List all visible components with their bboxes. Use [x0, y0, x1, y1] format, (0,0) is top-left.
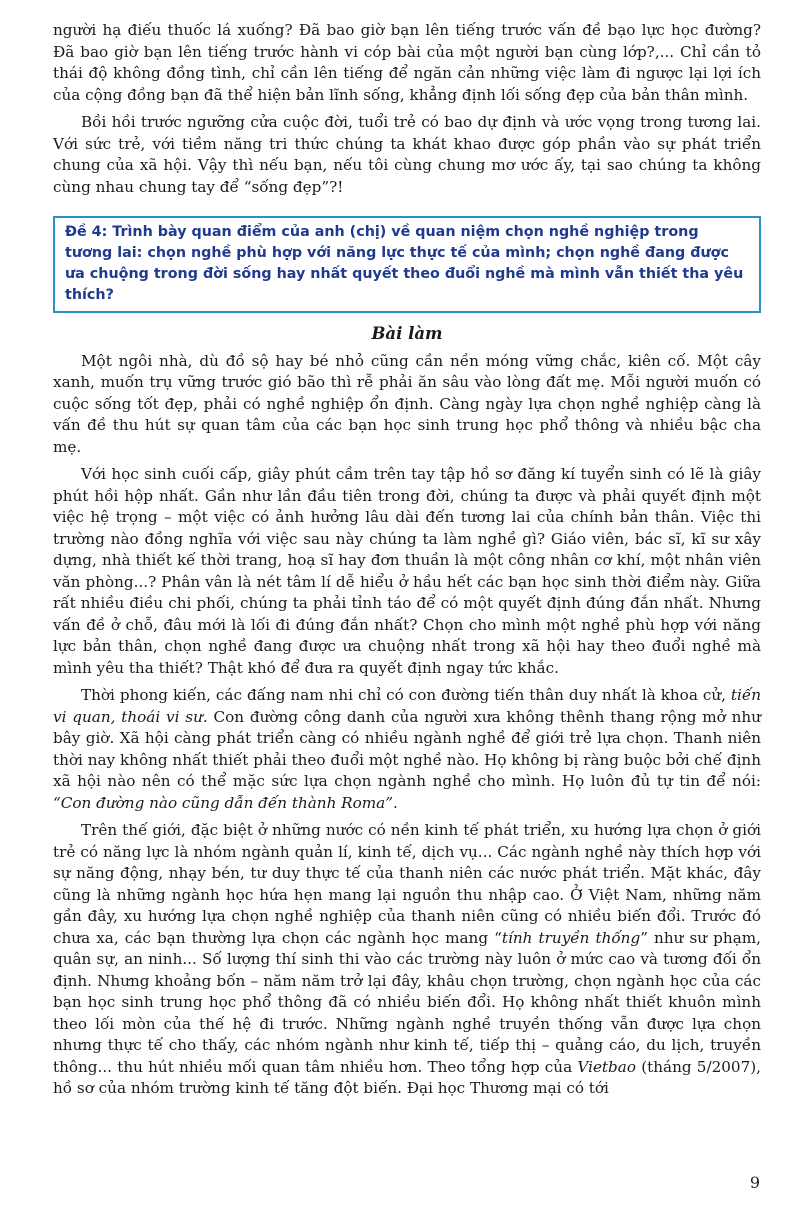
italic-phrase: tiến vi quan, thoái vi sư. — [53, 686, 761, 726]
text-run: ” như sư phạm, quân sự, an ninh... Số lượng thí sinh thi vào các trường này luôn ở mức cao và tương đối ổn định. Nhưng khoảng bốn – năm năm trở lại đây, khâu chọn trường, chọn ngành học của các bạn học sinh trung học phổ thông đã có nhiều biến đổi. Họ không nhất thiết khuôn mình theo lối mòn của thế hệ đi trước. Những ngành nghề truyền thống vẫn được lựa chọn nhưng thực tế cho thấy, các nhóm ngành như kinh tế, tiếp thị – quảng cáo, du lịch, truyền thông... thu hút nhiều mối quan tâm nhiều hơn. Theo tổng hợp của — [53, 928, 761, 1076]
text-run: Trên thế giới, đặc biệt ở những nước có nền kinh tế phát triển, xu hướng lựa chọn ở giới trẻ có năng lực là nhóm ngành quản lí, kinh tế, dịch vụ... Các ngành nghề này thích hợp với sự năng động, nhạy bén, tư duy thực tế của thanh niên các nước phát triển. Mặt khác, đây cũng là những ngành học hứa hẹn mang lại nguồn thu nhập cao. Ở Việt Nam, những năm gần đây, xu hướng lựa chọn nghề nghiệp của thanh niên cũng có nhiều biến đổi. Trước đó chưa xa, các bạn thường lựa chọn các ngành học mang “ — [53, 821, 761, 947]
paragraph — [53, 685, 761, 814]
italic-quote: “Con đường nào cũng dẫn đến thành Roma” — [53, 793, 393, 812]
italic-source: Vietbao — [577, 1057, 636, 1076]
paragraph — [53, 820, 761, 1100]
text-run: Thời phong kiến, các đấng nam nhi chỉ có con đường tiến thân duy nhất là khoa cử, — [81, 686, 731, 704]
paragraph-continued: người hạ điếu thuốc lá xuống? Đã bao giờ bạn lên tiếng trước vấn đề bạo lực học đường? Đã bao giờ bạn lên tiếng trước hành vi cóp bài của một người bạn cùng lớp?,... Chỉ cần tỏ thái độ không đồng tình, chỉ cần lên tiếng để ngăn cản những việc làm đi ngược lại lợi ích của cộng đồng bạn đã thể hiện bản lĩnh sống, khẳng định lối sống đẹp của bản thân mình. — [53, 21, 761, 104]
paragraph: Với học sinh cuối cấp, giây phút cầm trên tay tập hồ sơ đăng kí tuyển sinh có lẽ là giây phút hồi hộp nhất. Gần như lần đầu tiên trong đời, chúng ta được và phải quyết định một việc hệ trọng – một việc có ảnh hưởng lâu dài đến tương lai của chính bản thân. Việc thi trường nào đồng nghĩa với việc sau này chúng ta làm nghề gì? Giáo viên, bác sĩ, kĩ sư xây dựng, nhà thiết kế thời trang, hoạ sĩ hay đơn thuần là một công nhân cơ khí, một nhân viên văn phòng...? Phân vân là nét tâm lí dễ hiểu ở hầu hết các bạn học sinh thời điểm này. Giữa rất nhiều điều chi phối, chúng ta phải tỉnh táo để có một quyết định đúng đắn nhất. Nhưng vấn đề ở chỗ, đâu mới là lối đi đúng đắn nhất? Chọn cho mình một nghề phù hợp với năng lực bản thân, chọn nghề đang được ưa chuộng nhất trong xã hội hay theo đuổi nghề mà mình yêu tha thiết? Thật khó để đưa ra quyết định ngay tức khắc. — [53, 465, 761, 677]
paragraph: Bồi hồi trước ngưỡng cửa cuộc đời, tuổi trẻ có bao dự định và ước vọng trong tương lai. Với sức trẻ, với tiềm năng tri thức chúng ta khát khao được góp phần vào sự phát triển chung của xã hội. Vậy thì nếu bạn, nếu tôi cùng chung mơ ước ấy, tại sao chúng ta không cùng nhau chung tay để “sống đẹp”?! — [53, 113, 761, 196]
essay-heading: Bài làm — [371, 324, 443, 343]
text-run: Con đường công danh của người xưa không thênh thang rộng mở như bây giờ. Xã hội càng phát triển càng có nhiều ngành nghề để giới trẻ lựa chọn. Thanh niên thời nay không nhất thiết phải theo đuổi một nghề nào. Họ không bị ràng buộc bởi chế định xã hội nào nên có thể mặc sức lựa chọn ngành nghề cho mình. Họ luôn đủ tự tin để nói: — [53, 707, 761, 790]
italic-phrase: tính truyền thống — [501, 928, 641, 947]
text-run: . — [392, 793, 398, 812]
text-column — [53, 20, 761, 1106]
text-run: (tháng 5/2007), hồ sơ của nhóm trường kinh tế tăng đột biến. Đại học Thương mại có tới — [53, 1057, 761, 1097]
topic-box: Đề 4: Trình bày quan điểm của anh (chị) về quan niệm chọn nghề nghiệp trong tương lai: chọn nghề phù hợp với năng lực thực tế của mình; chọn nghề đang được ưa chuộng trong đời sống hay nhất quyết theo đuổi nghề mà mình vẫn thiết tha yêu thích? — [53, 216, 761, 313]
page-number: 9 — [749, 1173, 760, 1192]
paragraph: Một ngôi nhà, dù đồ sộ hay bé nhỏ cũng cần nền móng vững chắc, kiên cố. Một cây xanh, muốn trụ vững trước gió bão thì rễ phải ăn sâu vào lòng đất mẹ. Mỗi người muốn có cuộc sống tốt đẹp, phải có nghề nghiệp ổn định. Càng ngày lựa chọn nghề nghiệp càng là vấn đề thu hút sự quan tâm của các bạn học sinh trung học phổ thông và nhiều bậc cha mẹ. — [53, 351, 761, 456]
